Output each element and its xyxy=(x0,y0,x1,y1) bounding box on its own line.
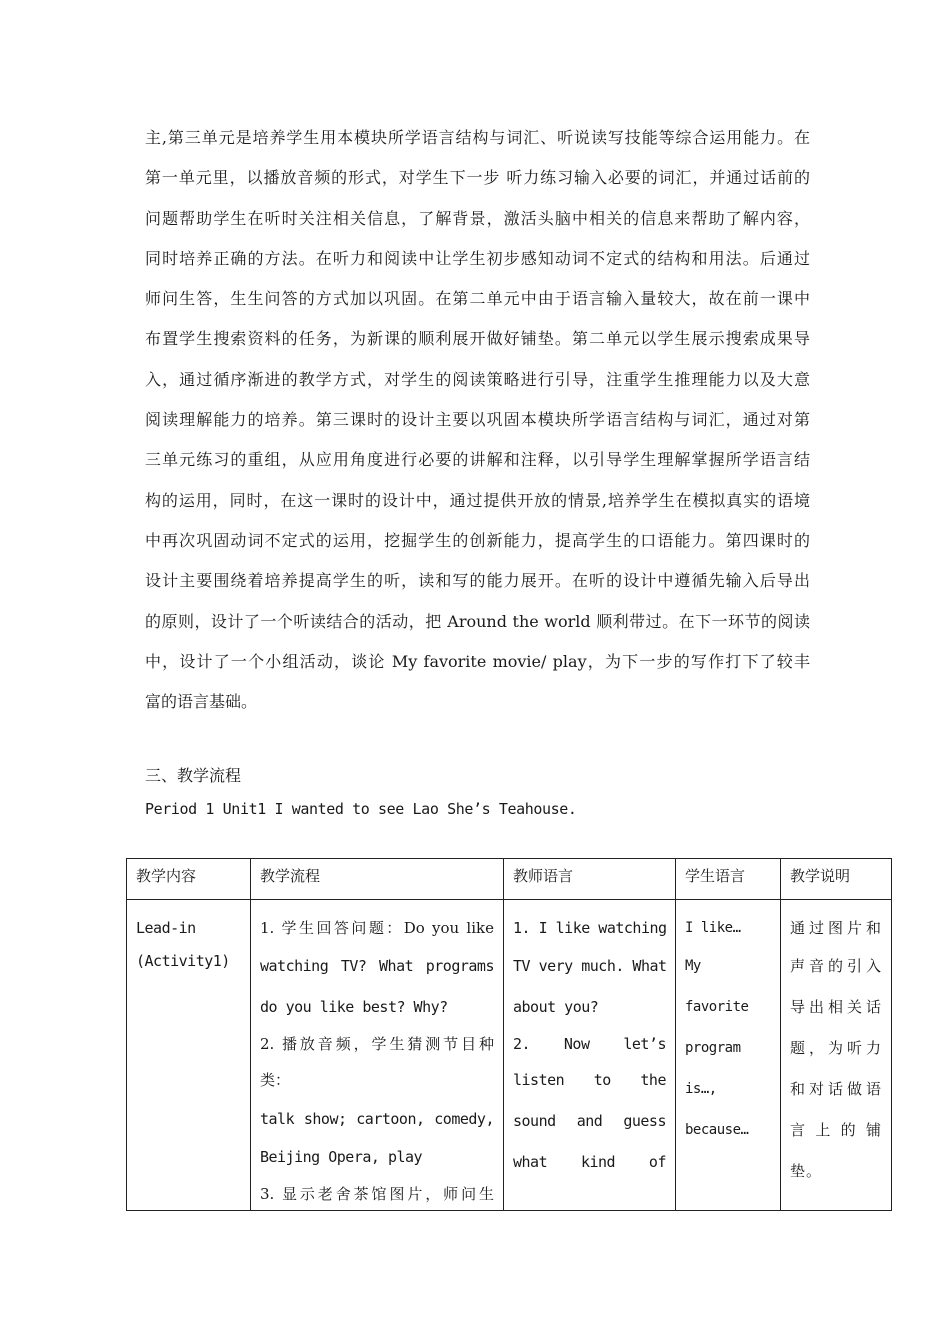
header-content: 教学内容 xyxy=(127,859,251,900)
paragraph-line: 入，通过循序渐进的教学方式，对学生的阅读策略进行引导，注重学生推理能力以及大意 xyxy=(145,369,810,389)
cell-line: do you like best? Why? xyxy=(260,998,448,1016)
paragraph-line: 主,第三单元是培养学生用本模块所学语言结构与词汇、听说读写技能等综合运用能力。在 xyxy=(145,128,810,147)
cell-line: 导出相关话 xyxy=(790,998,882,1016)
paragraph-line: 问题帮助学生在听时关注相关信息，了解背景，激活头脑中相关的信息来帮助了解内容， xyxy=(145,208,810,228)
cell-line: talk show; cartoon, comedy, xyxy=(260,1110,494,1128)
cell-line: Lead-in xyxy=(136,919,196,937)
cell-line: favorite xyxy=(685,999,749,1015)
paragraph-line: 的原则，设计了一个听读结合的活动，把 Around the world 顺利带过。在下一环节的阅读 xyxy=(145,611,810,631)
cell-line: 通过图片和 xyxy=(790,919,882,937)
paragraph-line: 三单元练习的重组，从应用角度进行必要的讲解和注释，以引导学生理解掌握所学语言结 xyxy=(145,450,810,470)
cell-line: I like… xyxy=(685,920,741,936)
table-header-row xyxy=(127,859,892,900)
cell-line: program xyxy=(685,1040,741,1056)
paragraph-line: 师问生答，生生问答的方式加以巩固。在第二单元中由于语言输入量较大，故在前一课中 xyxy=(145,289,810,309)
paragraph-line: 中，设计了一个小组活动，谈论 My favorite movie/ play，为下一步的写作打下了较丰 xyxy=(145,651,810,671)
cell-line: 声音的引入 xyxy=(790,957,882,975)
cell-line: 1. I like watching xyxy=(513,919,667,937)
cell-student-language xyxy=(676,900,781,1211)
paragraph-line: 富的语言基础。 xyxy=(145,692,258,712)
table-row xyxy=(127,900,892,1211)
cell-line: watching TV? What programs xyxy=(260,957,494,975)
teaching-flow-table xyxy=(126,858,892,1211)
cell-content xyxy=(127,900,251,1211)
cell-line: 题，为听力 xyxy=(790,1039,882,1057)
header-teacher-language: 教师语言 xyxy=(504,859,676,900)
paragraph-line: 中再次巩固动词不定式的运用，挖掘学生的创新能力，提高学生的口语能力。第四课时的 xyxy=(145,530,810,550)
cell-line: what kind of xyxy=(513,1153,666,1171)
cell-line: (Activity1) xyxy=(136,952,230,970)
cell-line: sound and guess xyxy=(513,1112,666,1130)
paragraph-line: 设计主要围绕着培养提高学生的听，读和写的能力展开。在听的设计中遵循先输入后导出 xyxy=(145,571,810,591)
cell-teacher-language xyxy=(504,900,676,1211)
cell-notes xyxy=(781,900,892,1211)
paragraph-line: 阅读理解能力的培养。第三课时的设计主要以巩固本模块所学语言结构与词汇，通过对第 xyxy=(145,410,810,430)
paragraph-line: 构的运用，同时，在这一课时的设计中，通过提供开放的情景,培养学生在模拟真实的语境 xyxy=(145,490,810,510)
cell-line: about you? xyxy=(513,998,599,1016)
cell-line: 2. Now let’s xyxy=(513,1035,666,1053)
cell-line: is…, xyxy=(685,1081,717,1097)
header-student-language: 学生语言 xyxy=(676,859,781,900)
paragraph-line: 第一单元里，以播放音频的形式，对学生下一步 听力练习输入必要的词汇，并通过话前的 xyxy=(145,168,810,188)
cell-line: 1. 学生回答问题：Do you like xyxy=(260,919,494,937)
header-notes: 教学说明 xyxy=(781,859,892,900)
cell-line: TV very much. What xyxy=(513,957,667,975)
cell-line: My xyxy=(685,958,701,974)
body-paragraph xyxy=(145,118,810,722)
cell-flow xyxy=(251,900,504,1211)
cell-line: 和对话做语 xyxy=(790,1080,882,1098)
cell-line: Beijing Opera, play xyxy=(260,1148,423,1166)
section-heading: 三、教学流程 xyxy=(145,766,242,785)
paragraph-line: 布置学生搜索资料的任务，为新课的顺利展开做好铺垫。第二单元以学生展示搜索成果导 xyxy=(145,329,810,349)
cell-line: 2. 播放音频，学生猜测节目种 xyxy=(260,1035,494,1053)
cell-line: 3. 显示老舍茶馆图片，师问生 xyxy=(260,1185,494,1203)
cell-line: listen to the xyxy=(513,1071,666,1089)
header-flow: 教学流程 xyxy=(251,859,504,900)
cell-line: 垫。 xyxy=(790,1162,823,1180)
paragraph-line: 同时培养正确的方法。在听力和阅读中让学生初步感知动词不定式的结构和用法。后通过 xyxy=(145,248,810,268)
cell-line: because… xyxy=(685,1122,749,1138)
cell-line: 类： xyxy=(260,1071,291,1089)
period-title: Period 1 Unit1 I wanted to see Lao She’s Teahouse. xyxy=(145,800,577,818)
cell-line: 言上的铺 xyxy=(790,1121,882,1139)
